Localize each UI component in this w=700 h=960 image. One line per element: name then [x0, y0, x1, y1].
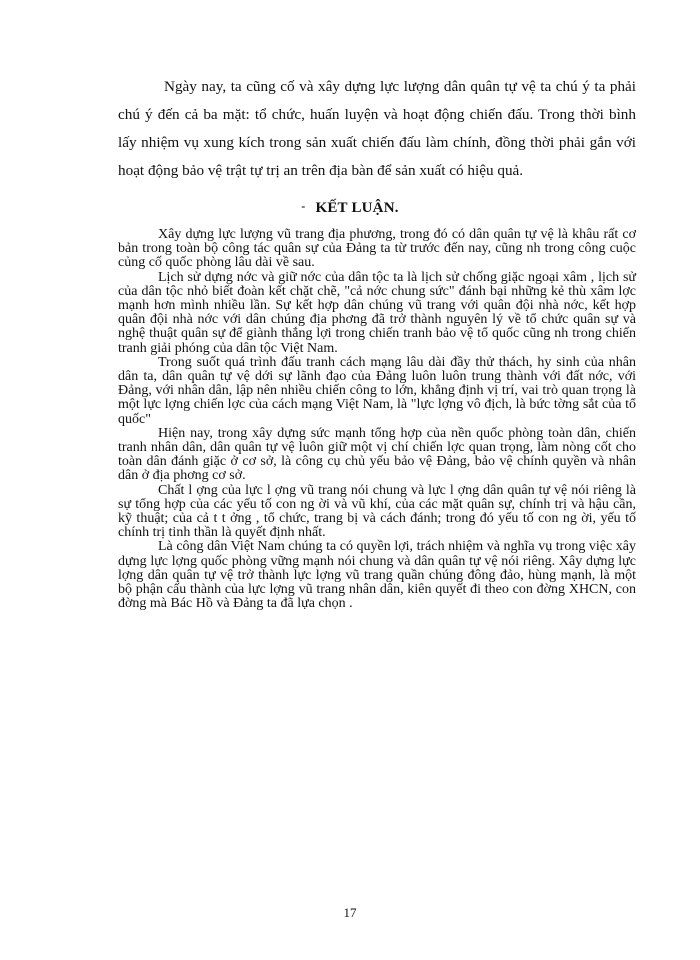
conclusion-paragraph: Lịch sử dựng nớc và giữ nớc của dân tộc ta là lịch sử chống giặc ngoại xâm , lịch sử của dân tộc nhỏ biết đoàn kết chặt chẽ, "cả nớc chung sức" đánh bại những kẻ thù xâm lợc mạnh hơn mình nhiều lần. Sự kết hợp dân chúng vũ trang với quân đội nhà nớc, kết hợp quân đội nhà nớc với dân chúng địa phơng đã trở thành nguyên lý về tổ chức quân sự và nghệ thuật quân sự để giành thắng lợi trong chiến tranh bảo vệ tổ quốc cũng nh trong chiến tranh giải phóng của dân tộc Việt Nam.	[118, 269, 636, 356]
conclusion-paragraph: Là công dân Việt Nam chúng ta có quyền lợi, trách nhiệm và nghĩa vụ trong việc xây dựng lực lợng quốc phòng vững mạnh nói chung và dân quân tự vệ nói riêng. Xây dựng lực lợng dân quân tự vệ trở thành lực lợng vũ trang quần chúng đông đảo, hùng mạnh, là một bộ phận cấu thành của lực lợng vũ trang nhân dân, kiên quyết đi theo con đờng XHCN, con đờng mà Bác Hồ và Đảng ta đã lựa chọn .	[118, 539, 636, 612]
intro-paragraph: Ngày nay, ta cũng cố và xây dựng lực lượng dân quân tự vệ ta chú ý ta phải chú ý đến cả ba mặt: tổ chức, huấn luyện và hoạt động chiến đấu. Trong thời bình lấy nhiệm vụ xung kích trong sản xuất chiến đấu làm chính, đồng thời phải gắn với hoạt động bảo vệ trật tự trị an trên địa bàn để sản xuất có hiệu quả.	[118, 78, 636, 179]
heading-title: KẾT LUẬN.	[315, 200, 399, 216]
conclusion-paragraph: Xây dựng lực lượng vũ trang địa phương, trong đó có dân quân tự vệ là khâu rất cơ bản trong toàn bộ công tác quân sự của Đảng ta từ trước đến nay, cũng nh trong công cuộc củng cố quốc phòng lâu dài về sau.	[118, 227, 636, 271]
conclusion-body	[118, 228, 636, 611]
conclusion-paragraph: Trong suốt quá trình đấu tranh cách mạng lâu dài đầy thử thách, hy sinh của nhân dân ta, dân quân tự vệ dới sự lãnh đạo của Đảng luôn luôn trung thành với đất nớc, với Đảng, với nhân dân, lập nên nhiều chiến công to lớn, khẳng định vị trí, vai trò quan trọng là một lực lợng chiến lợc của cách mạng Việt Nam, là "lực lợng vô địch, là bức tờng sắt của tổ quốc"	[118, 354, 636, 427]
heading-bullet: -	[301, 199, 306, 213]
conclusion-paragraph: Chất l ợng của lực l ợng vũ trang nói chung và lực l ợng dân quân tự vệ nói riêng là sự tổng hợp của các yếu tố con ng ời và vũ khí, của các mặt quân sự, chính trị và hậu cần, kỹ thuật; của cả t t ởng , tổ chức, trang bị và cách đánh; trong đó yếu tố con ng ời, yếu tố chính trị tinh thần là quyết định nhất.	[118, 482, 636, 541]
conclusion-paragraph: Hiện nay, trong xây dựng sức mạnh tổng hợp của nền quốc phòng toàn dân, chiến tranh nhân dân, dân quân tự vệ luôn giữ một vị chí chiến lợc quan trọng, làm nòng cốt cho toàn dân đánh giặc ở cơ sở, là công cụ chủ yếu bảo vệ Đảng, bảo vệ chính quyền và nhân dân ở địa phơng cơ sở.	[118, 425, 636, 484]
intro-section	[118, 73, 636, 185]
page-number: 17	[343, 905, 357, 920]
section-heading	[0, 200, 700, 217]
